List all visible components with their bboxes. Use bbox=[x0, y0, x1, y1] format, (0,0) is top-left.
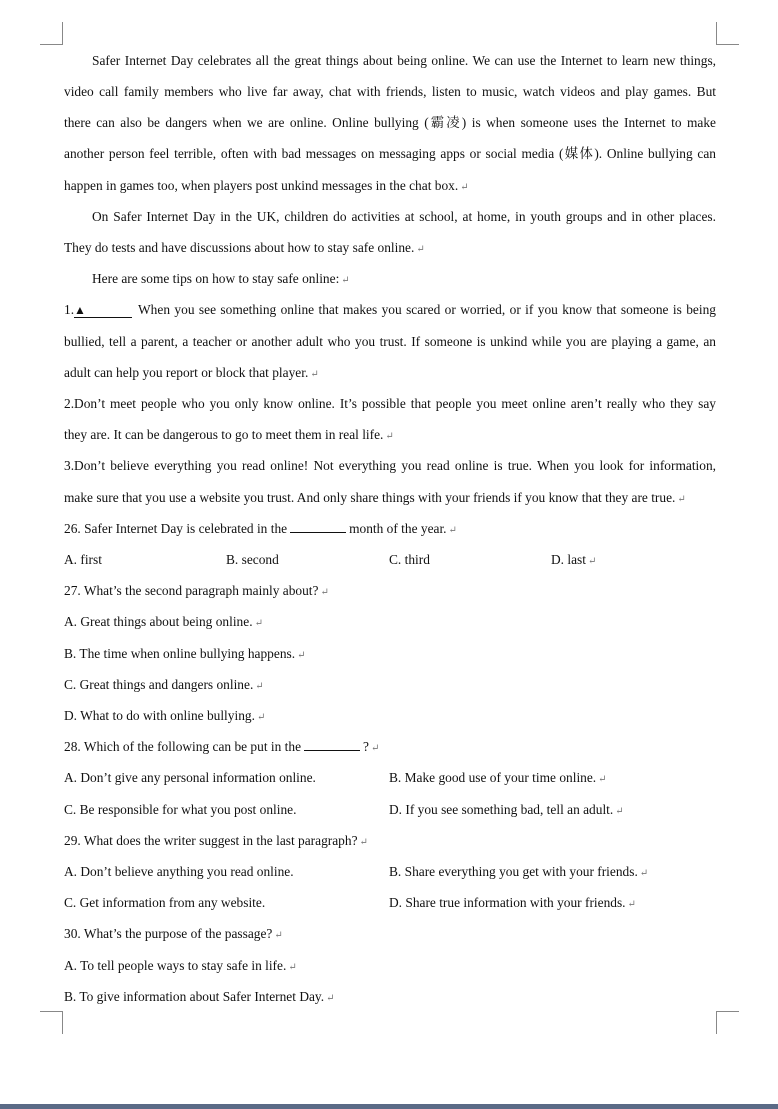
tip-number: 1. bbox=[64, 302, 75, 317]
q29-option-d: D. Share true information with your friends. bbox=[389, 895, 626, 910]
q27-option-a-row bbox=[64, 606, 263, 637]
margin-corner-bottom-left bbox=[40, 1011, 63, 1034]
q27-option-b: B. The time when online bullying happens. bbox=[64, 646, 296, 661]
paragraph-mark: ↵ bbox=[359, 837, 368, 848]
paragraph-mark: ↵ bbox=[370, 743, 380, 754]
paragraph-mark: ↵ bbox=[460, 182, 469, 193]
passage-line: On Safer Internet Day in the UK, children do activities at school, at home, in youth groups and in other places. bbox=[92, 209, 716, 224]
q28-option-c: C. Be responsible for what you post online. bbox=[64, 802, 297, 817]
paragraph-mark: ↵ bbox=[587, 556, 597, 567]
q29-option-a: A. Don’t believe anything you read online. bbox=[64, 864, 294, 879]
window-bottom-bar bbox=[0, 1104, 778, 1109]
q27-option-d: D. What to do with online bullying. bbox=[64, 708, 255, 723]
passage-line bbox=[64, 263, 350, 294]
q28-option-d-row bbox=[389, 794, 624, 825]
question-29-stem bbox=[64, 825, 368, 856]
passage-line: video call family members who live far away, chat with friends, listen to music, watch videos and play games. But bbox=[64, 84, 716, 99]
paragraph-mark: ↵ bbox=[615, 806, 624, 817]
passage-text: happen in games too, when players post unkind messages in the chat box. bbox=[64, 178, 459, 193]
q27-option-a: A. Great things about being online. bbox=[64, 614, 253, 629]
paragraph-mark: ↵ bbox=[385, 431, 394, 442]
passage-line bbox=[64, 170, 469, 201]
paragraph-mark: ↵ bbox=[341, 275, 350, 286]
question-text: month of the year. bbox=[349, 521, 447, 536]
paragraph-mark: ↵ bbox=[254, 618, 263, 629]
q26-option-a: A. first bbox=[64, 552, 102, 567]
passage-line bbox=[64, 232, 425, 263]
tip-3-line bbox=[64, 482, 686, 513]
tip-text: make sure that you use a website you trust. And only share things with your friends if you know that they are true. bbox=[64, 490, 676, 505]
margin-corner-top-right bbox=[716, 22, 739, 45]
paragraph-mark: ↵ bbox=[639, 868, 649, 879]
tip-1-line bbox=[64, 294, 716, 325]
tip-3-line: 3.Don’t believe everything you read online! Not everything you read online is true. When you look for information, bbox=[64, 458, 716, 473]
q27-option-d-row bbox=[64, 700, 265, 731]
q28-option-b: B. Make good use of your time online. bbox=[389, 770, 597, 785]
answer-blank bbox=[304, 738, 360, 751]
margin-corner-top-left bbox=[40, 22, 63, 45]
q28-option-b-row bbox=[389, 762, 607, 793]
passage-text: Here are some tips on how to stay safe online: bbox=[92, 271, 340, 286]
question-text: 27. What’s the second paragraph mainly about? bbox=[64, 583, 319, 598]
tip-text: they are. It can be dangerous to go to meet them in real life. bbox=[64, 427, 384, 442]
q30-option-a-row bbox=[64, 950, 297, 981]
paragraph-mark: ↵ bbox=[255, 681, 264, 692]
q29-option-c: C. Get information from any website. bbox=[64, 895, 266, 910]
q30-option-b: B. To give information about Safer Internet Day. bbox=[64, 989, 325, 1004]
paragraph-mark: ↵ bbox=[310, 369, 319, 380]
q29-option-b-row bbox=[389, 856, 648, 887]
q26-option-b: B. second bbox=[226, 552, 279, 567]
question-30-stem bbox=[64, 918, 283, 949]
question-text: 30. What’s the purpose of the passage? bbox=[64, 926, 273, 941]
paragraph-mark: ↵ bbox=[274, 930, 283, 941]
passage-line: Safer Internet Day celebrates all the great things about being online. We can use the Internet to learn new things, bbox=[92, 53, 716, 68]
question-27-stem bbox=[64, 575, 329, 606]
passage-line: another person feel terrible, often with bad messages on messaging apps or social media (媒体). Online bullying can bbox=[64, 146, 716, 161]
q26-option-d: D. last bbox=[551, 552, 586, 567]
question-text: 28. Which of the following can be put in the bbox=[64, 739, 302, 754]
q30-option-a: A. To tell people ways to stay safe in life. bbox=[64, 958, 287, 973]
tip-2-line: 2.Don’t meet people who you only know online. It’s possible that people you meet online aren’t really who they say bbox=[64, 396, 716, 411]
margin-corner-bottom-right bbox=[716, 1011, 739, 1034]
paragraph-mark: ↵ bbox=[598, 774, 607, 785]
question-text: ? bbox=[363, 739, 369, 754]
q30-option-b-row bbox=[64, 981, 335, 1012]
q26-option-c: C. third bbox=[389, 552, 430, 567]
paragraph-mark: ↵ bbox=[416, 244, 425, 255]
tip-1-line bbox=[64, 357, 319, 388]
paragraph-mark: ↵ bbox=[627, 899, 636, 910]
q28-option-d: D. If you see something bad, tell an adult. bbox=[389, 802, 614, 817]
q29-option-b: B. Share everything you get with your friends. bbox=[389, 864, 638, 879]
question-text: 29. What does the writer suggest in the last paragraph? bbox=[64, 833, 358, 848]
question-26-stem bbox=[64, 513, 457, 544]
tip-text: adult can help you report or block that player. bbox=[64, 365, 309, 380]
paragraph-mark: ↵ bbox=[256, 712, 266, 723]
paragraph-mark: ↵ bbox=[320, 587, 329, 598]
question-text: 26. Safer Internet Day is celebrated in the bbox=[64, 521, 288, 536]
answer-blank bbox=[290, 520, 346, 533]
q27-option-b-row bbox=[64, 638, 305, 669]
passage-text: They do tests and have discussions about how to stay safe online. bbox=[64, 240, 415, 255]
tip-text: When you see something online that makes you scared or worried, or if you know that someone is being bbox=[138, 302, 716, 317]
paragraph-mark: ↵ bbox=[326, 993, 335, 1004]
q27-option-c-row bbox=[64, 669, 264, 700]
question-28-stem bbox=[64, 731, 379, 762]
answer-blank-triangle: ▲ bbox=[74, 303, 132, 318]
paragraph-mark: ↵ bbox=[448, 525, 457, 536]
tip-2-line bbox=[64, 419, 394, 450]
q29-option-d-row bbox=[389, 887, 636, 918]
paragraph-mark: ↵ bbox=[677, 494, 686, 505]
q28-option-a: A. Don’t give any personal information online. bbox=[64, 770, 316, 785]
tip-1-line: bullied, tell a parent, a teacher or another adult who you trust. If someone is unkind while you are playing a game, an bbox=[64, 334, 716, 349]
q26-option-d-row bbox=[551, 544, 596, 575]
passage-line: there can also be dangers when we are online. Online bullying (霸凌) is when someone uses the Internet to make bbox=[64, 115, 716, 130]
q27-option-c: C. Great things and dangers online. bbox=[64, 677, 254, 692]
paragraph-mark: ↵ bbox=[288, 962, 297, 973]
paragraph-mark: ↵ bbox=[297, 650, 306, 661]
